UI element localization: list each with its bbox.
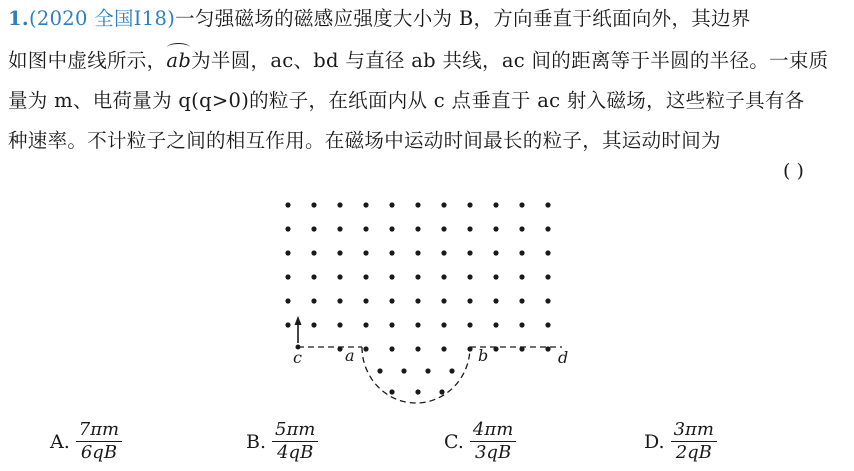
field-dot bbox=[449, 368, 454, 373]
field-dot bbox=[519, 274, 524, 279]
field-dot bbox=[415, 274, 420, 279]
field-dot bbox=[441, 298, 446, 303]
field-dot bbox=[389, 202, 394, 207]
semicircle-boundary bbox=[362, 347, 470, 403]
field-dot bbox=[467, 202, 472, 207]
field-dot bbox=[441, 250, 446, 255]
label-b: b bbox=[478, 346, 489, 365]
field-dot bbox=[439, 389, 444, 394]
option-d-denominator: 2qB bbox=[675, 442, 712, 463]
field-dot bbox=[467, 322, 472, 327]
field-dot bbox=[493, 202, 498, 207]
option-a-fraction bbox=[76, 420, 122, 463]
field-dot bbox=[467, 250, 472, 255]
field-dot bbox=[415, 250, 420, 255]
field-dot bbox=[467, 298, 472, 303]
field-dot bbox=[519, 322, 524, 327]
field-dot bbox=[415, 298, 420, 303]
field-dot bbox=[493, 274, 498, 279]
field-dot bbox=[493, 322, 498, 327]
field-dot bbox=[545, 346, 550, 351]
field-dot bbox=[415, 389, 420, 394]
field-dot bbox=[493, 250, 498, 255]
field-dot bbox=[425, 368, 430, 373]
field-dot bbox=[311, 322, 316, 327]
question-text-2a: 如图中虚线所示， bbox=[8, 49, 167, 72]
field-dot bbox=[441, 226, 446, 231]
label-c: c bbox=[293, 348, 302, 367]
field-dot bbox=[363, 298, 368, 303]
option-c-denominator: 3qB bbox=[474, 442, 512, 463]
option-b[interactable] bbox=[246, 420, 318, 463]
option-c-letter: C. bbox=[444, 430, 464, 453]
field-dot bbox=[363, 274, 368, 279]
field-dot bbox=[415, 226, 420, 231]
question-text-2b: 为半圆，ac、bd 与直径 ab 共线，ac 间的距离等于半圆的半径。一束质 bbox=[191, 49, 829, 72]
option-d-numerator: 3πm bbox=[671, 420, 717, 442]
field-dot bbox=[285, 226, 290, 231]
arc-ab-label: ab bbox=[166, 49, 192, 72]
field-dot bbox=[363, 226, 368, 231]
velocity-arrow-head bbox=[295, 316, 302, 325]
field-dot bbox=[401, 368, 406, 373]
question-number: 1. bbox=[8, 7, 29, 30]
answer-parentheses: ( ) bbox=[783, 160, 804, 182]
field-dot bbox=[545, 226, 550, 231]
field-dot bbox=[389, 346, 394, 351]
field-dot bbox=[311, 298, 316, 303]
field-dot bbox=[311, 226, 316, 231]
field-dot bbox=[311, 202, 316, 207]
option-a-denominator: 6qB bbox=[80, 442, 118, 463]
field-dot bbox=[441, 346, 446, 351]
option-c[interactable] bbox=[444, 420, 516, 463]
question-text-1: 一匀强磁场的磁感应强度大小为 B，方向垂直于纸面向外，其边界 bbox=[175, 7, 751, 30]
option-c-numerator: 4πm bbox=[470, 420, 516, 442]
field-dot bbox=[311, 250, 316, 255]
field-dot bbox=[285, 250, 290, 255]
field-dot bbox=[545, 274, 550, 279]
field-dot bbox=[519, 250, 524, 255]
field-dot bbox=[441, 274, 446, 279]
field-dot bbox=[363, 346, 368, 351]
field-dot bbox=[285, 298, 290, 303]
field-dot bbox=[493, 298, 498, 303]
field-dot bbox=[311, 274, 316, 279]
field-dot bbox=[415, 202, 420, 207]
field-dot bbox=[337, 322, 342, 327]
field-dot bbox=[389, 298, 394, 303]
field-dot bbox=[337, 226, 342, 231]
field-dot bbox=[545, 250, 550, 255]
option-b-numerator: 5πm bbox=[272, 420, 318, 442]
field-dot bbox=[545, 322, 550, 327]
field-dot bbox=[337, 202, 342, 207]
option-b-denominator: 4qB bbox=[277, 442, 314, 463]
question-text-4: 种速率。不计粒子之间的相互作用。在磁场中运动时间最长的粒子，其运动时间为 bbox=[8, 129, 721, 152]
field-dot bbox=[493, 226, 498, 231]
field-dot bbox=[467, 226, 472, 231]
field-dot bbox=[519, 202, 524, 207]
option-a-numerator: 7πm bbox=[76, 420, 122, 442]
option-a-letter: A. bbox=[50, 430, 70, 453]
field-dot bbox=[389, 389, 394, 394]
field-dot bbox=[285, 274, 290, 279]
field-dot bbox=[545, 298, 550, 303]
field-dot bbox=[415, 322, 420, 327]
field-dot bbox=[519, 298, 524, 303]
field-dot bbox=[389, 250, 394, 255]
option-d-letter: D. bbox=[644, 430, 665, 453]
field-dot bbox=[363, 322, 368, 327]
field-dot bbox=[389, 226, 394, 231]
field-dot bbox=[337, 298, 342, 303]
field-dot bbox=[285, 202, 290, 207]
option-b-fraction bbox=[272, 420, 318, 463]
label-d: d bbox=[558, 348, 569, 367]
field-dot bbox=[389, 322, 394, 327]
question-text-3: 量为 m、电荷量为 q(q>0)的粒子，在纸面内从 c 点垂直于 ac 射入磁场，这些粒子具有各 bbox=[8, 89, 805, 112]
option-c-fraction bbox=[470, 420, 516, 463]
label-a: a bbox=[345, 346, 355, 365]
field-dot bbox=[337, 274, 342, 279]
field-dot bbox=[545, 202, 550, 207]
question-source: (2020 全国Ⅰ18) bbox=[28, 7, 176, 30]
field-dot bbox=[363, 250, 368, 255]
field-dot bbox=[441, 322, 446, 327]
field-dot bbox=[389, 274, 394, 279]
field-dot bbox=[467, 274, 472, 279]
field-dot bbox=[415, 346, 420, 351]
field-dot bbox=[377, 368, 382, 373]
field-dot bbox=[363, 202, 368, 207]
field-dot bbox=[285, 322, 290, 327]
option-d-fraction bbox=[671, 420, 717, 463]
option-b-letter: B. bbox=[246, 430, 267, 453]
field-dot bbox=[519, 226, 524, 231]
field-dots bbox=[285, 202, 550, 394]
field-dot bbox=[441, 202, 446, 207]
option-d[interactable] bbox=[644, 420, 717, 463]
field-dot bbox=[337, 250, 342, 255]
option-a[interactable] bbox=[50, 420, 122, 463]
